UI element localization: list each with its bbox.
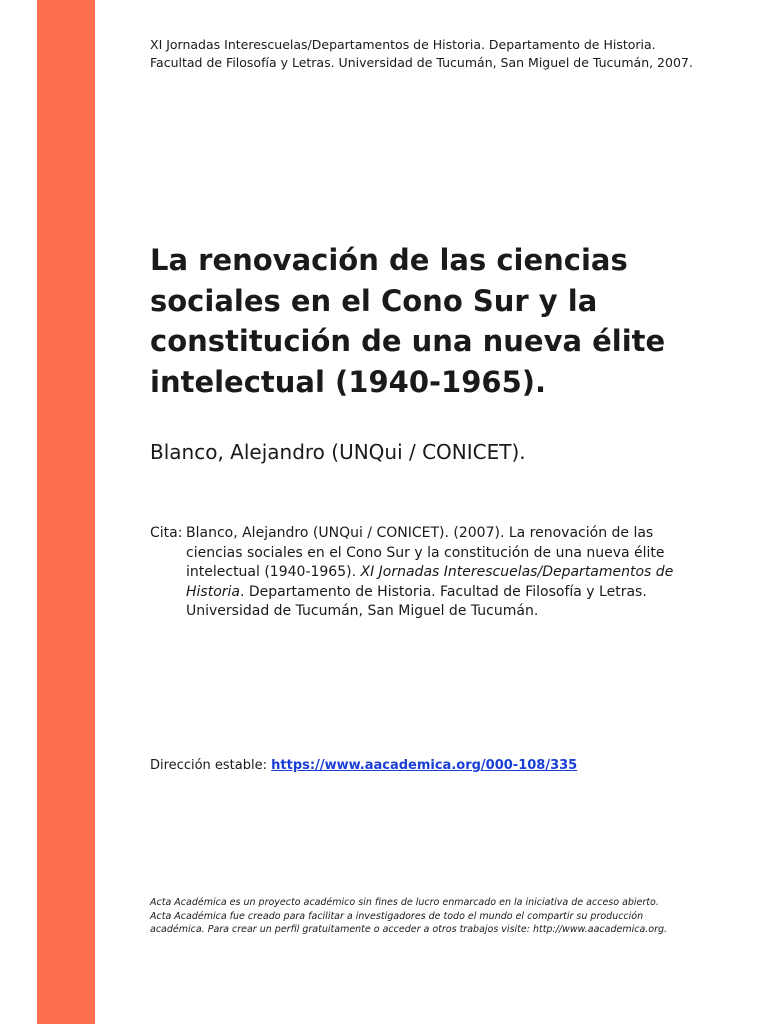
citation-label: Cita:	[150, 525, 183, 541]
author-line: Blanco, Alejandro (UNQui / CONICET).	[150, 440, 526, 464]
decorative-side-bar	[37, 0, 95, 1024]
citation-body	[186, 524, 695, 622]
citation-event-name: XI Jornadas Interescuelas/Departamentos de Historia	[186, 564, 674, 600]
event-header: XI Jornadas Interescuelas/Departamentos de Historia. Departamento de Historia. Facultad de Filosofía y Letras. Universidad de Tucumán, San Miguel de Tucumán, 2007.	[150, 37, 693, 70]
citation-block	[150, 524, 695, 622]
stable-address-link[interactable]: https://www.aacademica.org/000-108/335	[271, 758, 578, 773]
stable-address	[150, 757, 577, 775]
footer-note: Acta Académica es un proyecto académico sin fines de lucro enmarcado en la iniciativa de acceso abierto. Acta Académica fue creado para facilitar a investigadores de todo el mundo el compartir su producción académica. Para crear un perfil gratuitamente o acceder a otros trabajos visite: http://www.aacademica.org.	[150, 897, 668, 936]
document-title: La renovación de las ciencias sociales en el Cono Sur y la constitución de una nueva élite intelectual (1940-1965).	[150, 243, 666, 399]
citation-text-after: . Departamento de Historia. Facultad de Filosofía y Letras. Universidad de Tucumán, San Miguel de Tucumán.	[186, 583, 647, 619]
citation-text: Blanco, Alejandro (UNQui / CONICET). (2007). La renovación de las ciencias sociales en el Cono Sur y la constitución de una nueva élite intelectual (1940-1965).	[186, 525, 665, 580]
stable-address-label: Dirección estable:	[150, 758, 267, 773]
